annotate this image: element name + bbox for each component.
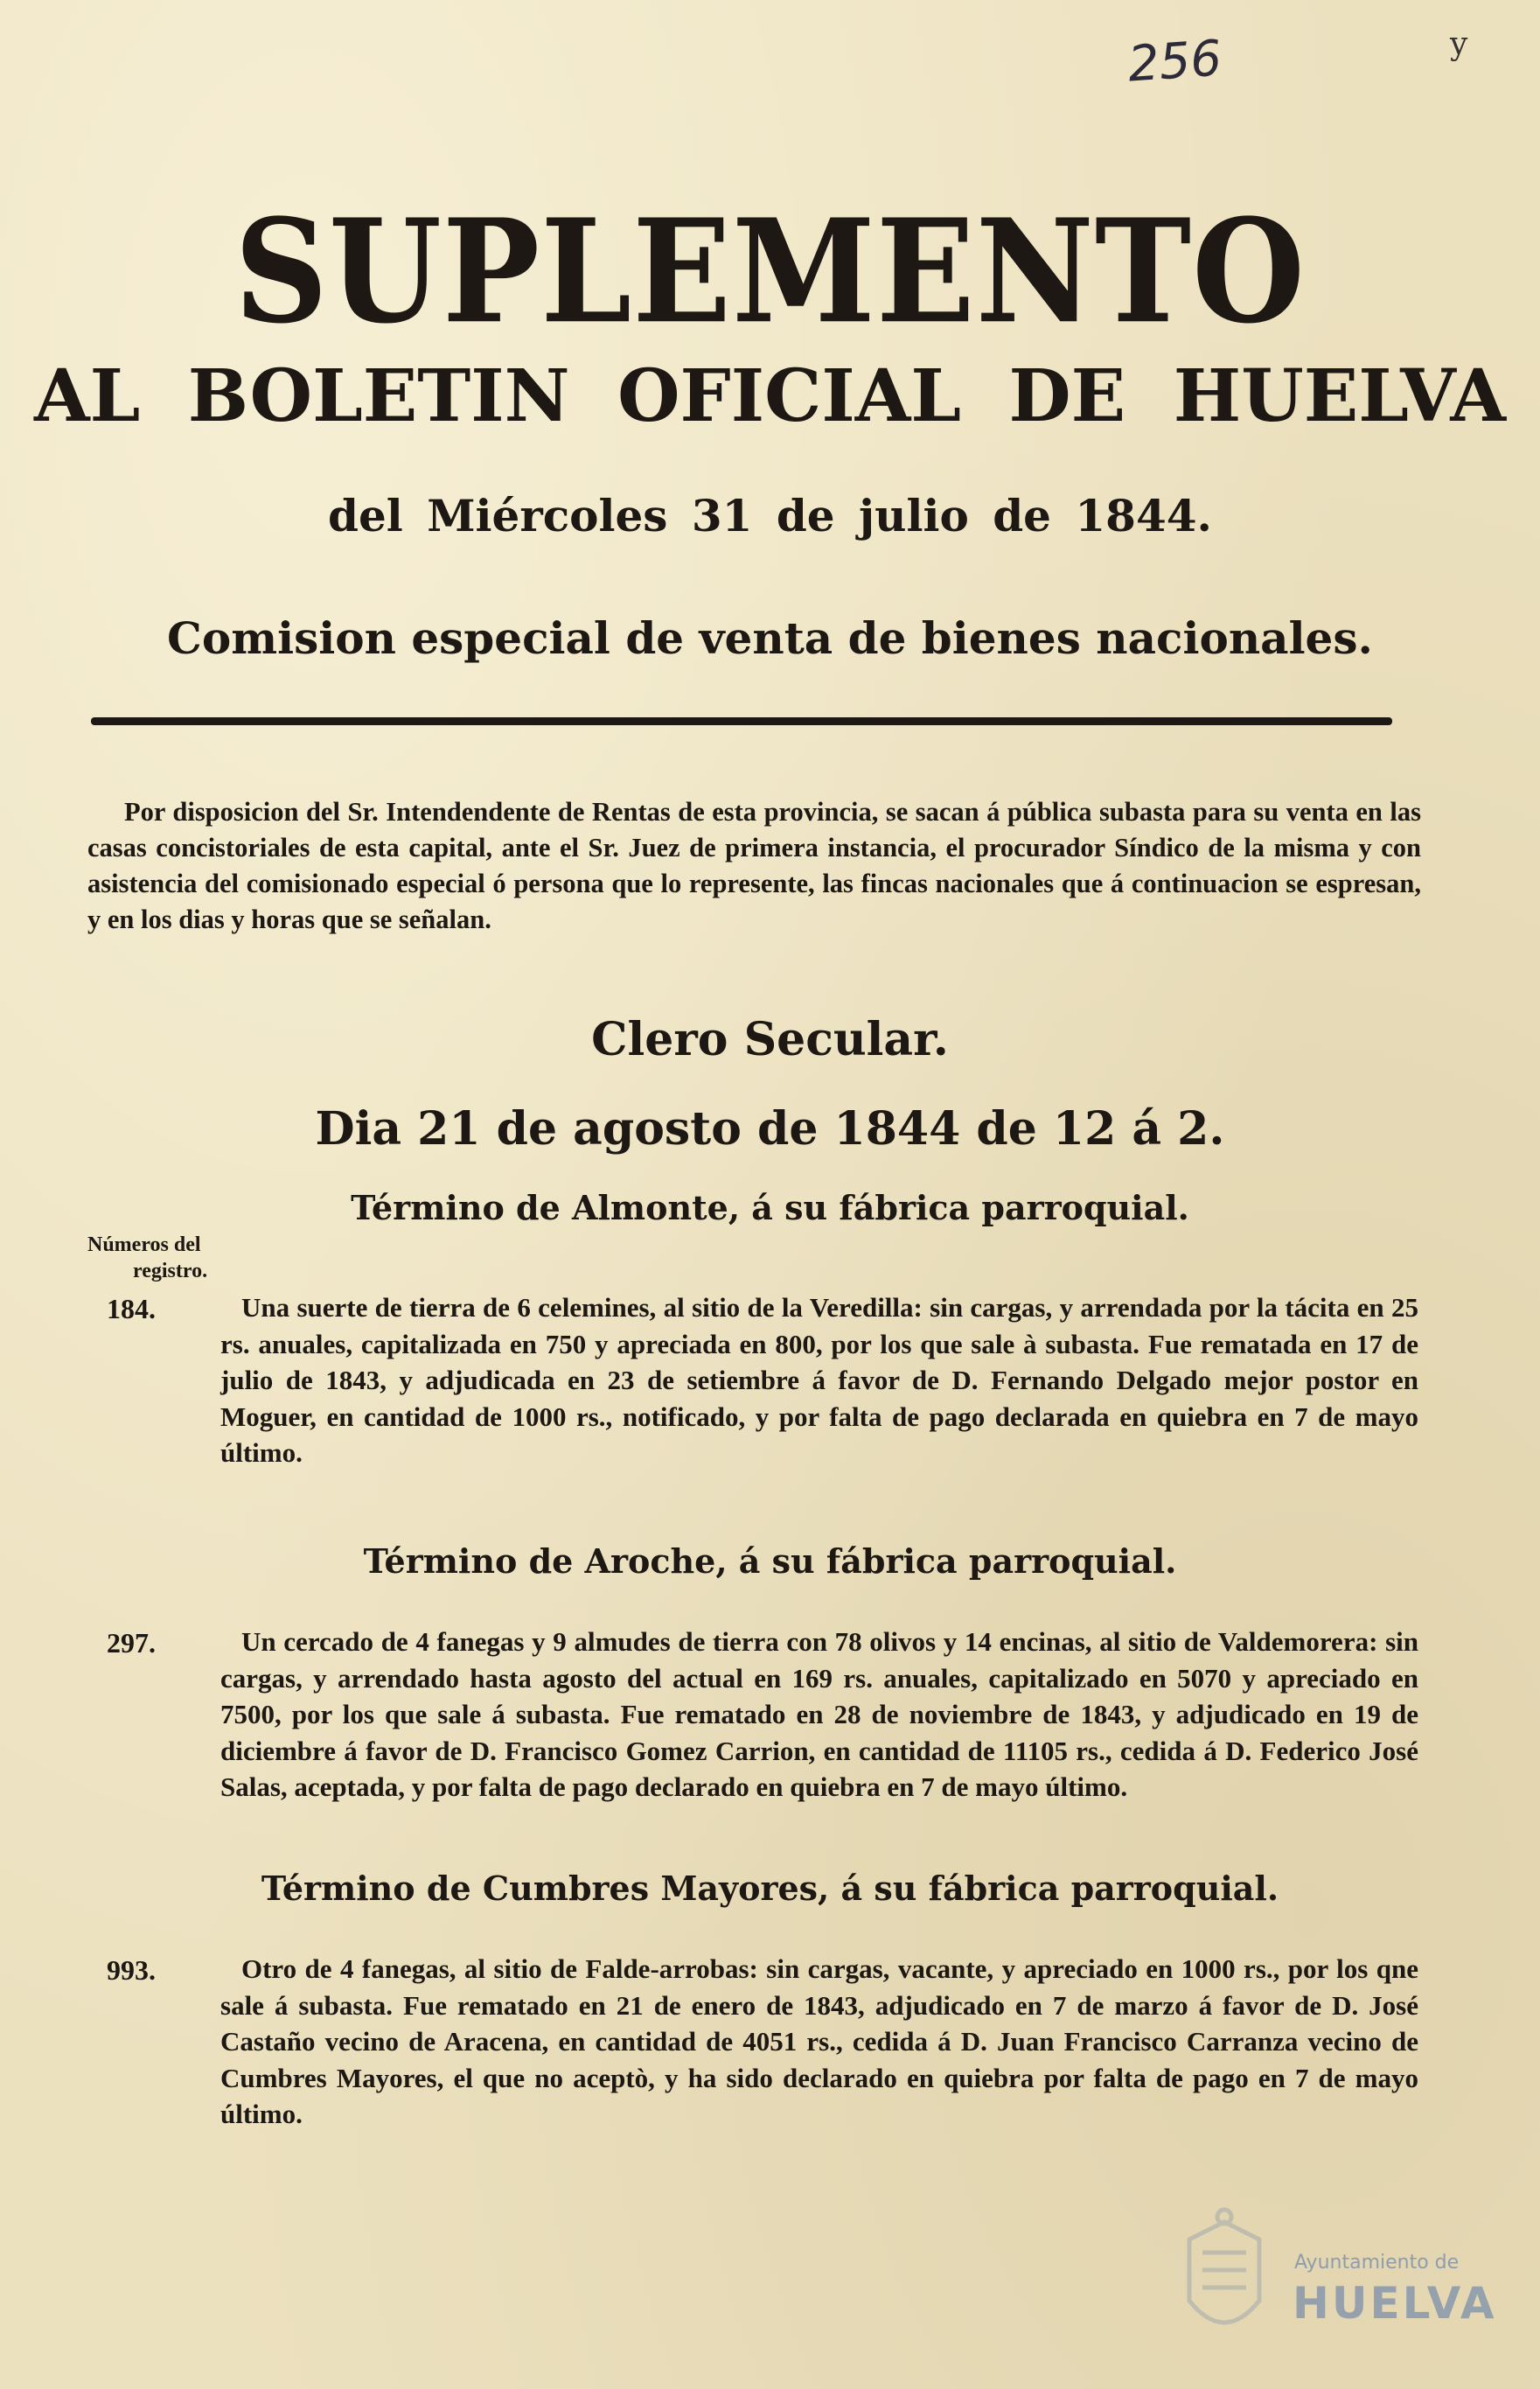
entry-text-993 [220,1951,1418,2133]
entry-number-184: 184. [107,1293,156,1324]
page-subtitle: AL BOLETIN OFICIAL DE HUELVA [33,354,1507,438]
entry-number-297: 297. [107,1627,156,1659]
intro-paragraph: Por disposicion del Sr. Intendendente de Rentas de esta provincia, se sacan á pública subasta para su venta en las casas concistoriales de esta capital, ante el Sr. Juez de primera instancia, el procurador Síndico de la misma y con asistencia del comisionado especial ó persona que lo represente, las fincas nacionales que á continuacion se espresan, y en los dias y horas que se señalan. [87,797,1421,934]
watermark-name: HUELVA [1293,2278,1497,2329]
auction-date-heading: Dia 21 de agosto de 1844 de 12 á 2. [315,1102,1225,1156]
registry-label-line1: Números del [87,1233,201,1256]
term-heading-almonte: Término de Almonte, á su fábrica parroquial. [351,1188,1189,1227]
entry-number-993: 993. [107,1954,156,1986]
entry-body: Otro de 4 fanegas, al sitio de Falde-arrobas: sin cargas, vacante, y apreciado en 1000 rs., por los qne sale á subasta. Fue rematado en 21 de enero de 1843, adjudicado en 7 de marzo á favor de D. José Castaño vecino de Aracena, en cantidad de 4051 rs., cedida á D. Juan Francisco Carranza vecino de Cumbres Mayores, el que no aceptò, y ha sido declarado en quiebra por falta de pago en 7 de mayo último. [220,1953,1418,2129]
page-title: SUPLEMENTO [233,187,1307,355]
entry-text-297 [220,1624,1418,1806]
folio-number: 256 [1125,30,1224,94]
term-heading-aroche: Término de Aroche, á su fábrica parroquial. [363,1541,1177,1581]
issue-date: del Miércoles 31 de julio de 1844. [328,490,1212,541]
term-heading-cumbres-mayores: Término de Cumbres Mayores, á su fábrica parroquial. [261,1869,1279,1908]
commission-heading: Comision especial de venta de bienes nacionales. [167,612,1373,664]
entry-text-184 [220,1289,1418,1471]
registry-label-line2: registro. [133,1260,208,1282]
watermark-caption: Ayuntamiento de [1294,2252,1460,2274]
registry-numbers-label [87,1232,262,1284]
section-heading: Clero Secular. [591,1013,949,1066]
header-rule [91,717,1392,725]
entry-body: Un cercado de 4 fanegas y 9 almudes de tierra con 78 olivos y 14 encinas, al sitio de Valdemorera: sin cargas, y arrendado hasta agosto del actual en 169 rs. anuales, capitalizado en 5070 y apreciado en 7500, por los que sale á subasta. Fue rematado en 28 de noviembre de 1843, y adjudicado en 19 de diciembre á favor de D. Francisco Gomez Carrion, en cantidad de 11105 rs., cedida á D. Federico José Salas, aceptada, y por falta de pago declarado en quiebra en 7 de mayo último. [220,1626,1418,1802]
corner-mark: y [1450,26,1468,62]
entry-body: Una suerte de tierra de 6 celemines, al sitio de la Veredilla: sin cargas, y arrendada por la tácita en 25 rs. anuales, capitalizada en 750 y apreciada en 800, por los que sale à subasta. Fue rematada en 17 de julio de 1843, y adjudicada en 23 de setiembre á favor de D. Fernando Delgado mejor postor en Moguer, en cantidad de 1000 rs., notificado, y por falta de pago declarada en quiebra en 7 de mayo último. [220,1292,1418,1468]
